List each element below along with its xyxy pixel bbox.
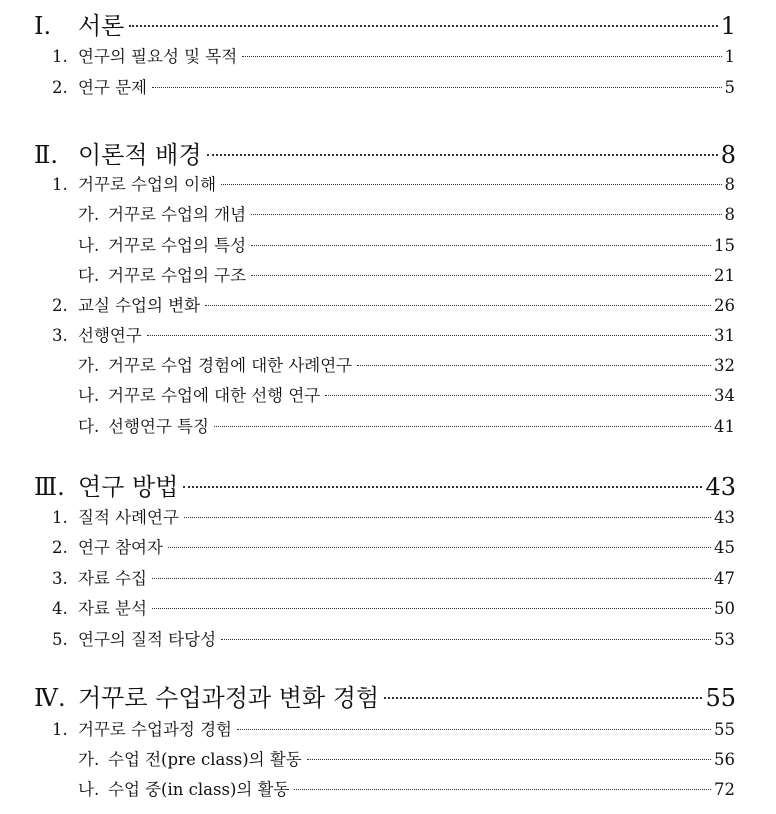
toc-chapter-3 <box>34 467 736 499</box>
dot-leader <box>325 395 711 396</box>
toc-number: 1. <box>52 47 68 66</box>
toc-chapter-2 <box>34 135 736 167</box>
toc-number: 다. <box>78 266 100 285</box>
toc-page-number: 8 <box>724 175 735 194</box>
toc-page-number: 8 <box>724 205 735 224</box>
toc-title: 거꾸로 수업과정 경험 <box>78 720 232 739</box>
dot-leader <box>237 729 711 730</box>
dot-leader <box>251 275 711 276</box>
dot-leader <box>294 789 711 790</box>
dot-leader <box>357 365 711 366</box>
toc-number: Ⅰ. <box>34 12 52 40</box>
dot-leader <box>147 335 711 336</box>
toc-page-number: 1 <box>724 47 735 66</box>
toc-page-number: 32 <box>714 356 735 375</box>
toc-number: 1. <box>52 720 68 739</box>
toc-number: 1. <box>52 508 68 527</box>
dot-leader <box>251 214 721 215</box>
dot-leader <box>152 608 711 609</box>
toc-title: 거꾸로 수업의 구조 <box>108 266 247 285</box>
toc-number: 2. <box>52 78 68 97</box>
toc-number: 5. <box>52 630 68 649</box>
toc-subsection <box>78 776 735 800</box>
toc-page-number: 53 <box>714 630 735 649</box>
dot-leader <box>205 305 711 306</box>
toc-title: 자료 수집 <box>78 569 148 588</box>
dot-leader <box>129 25 717 27</box>
toc-title: 수업 전(pre class)의 활동 <box>108 750 302 769</box>
toc-title: 질적 사례연구 <box>78 508 179 527</box>
dot-leader <box>183 486 702 488</box>
toc-title: 거꾸로 수업 경험에 대한 사례연구 <box>108 356 353 375</box>
toc-number: 나. <box>78 236 100 255</box>
toc-title: 선행연구 특징 <box>108 417 209 436</box>
toc-subsection <box>78 201 735 225</box>
toc-number: 다. <box>78 417 100 436</box>
dot-leader <box>207 154 718 156</box>
toc-section <box>52 292 735 316</box>
toc-section <box>52 565 735 589</box>
toc-page-number: 31 <box>714 326 735 345</box>
toc-page-number: 72 <box>714 780 735 799</box>
dot-leader <box>251 245 711 246</box>
toc-section <box>52 74 735 98</box>
toc-section <box>52 43 735 67</box>
toc-page-number: 21 <box>714 266 735 285</box>
toc-title: 수업 중(in class)의 활동 <box>108 780 290 799</box>
dot-leader <box>221 184 721 185</box>
toc-title: 서론 <box>78 12 125 40</box>
toc-section <box>52 716 735 740</box>
dot-leader <box>384 697 702 699</box>
toc-title: 연구의 질적 타당성 <box>78 630 217 649</box>
toc-page-number: 56 <box>714 750 735 769</box>
toc-page-number: 1 <box>720 12 736 40</box>
toc-number: Ⅱ. <box>34 141 58 169</box>
toc-number: Ⅳ. <box>34 684 66 712</box>
toc-section <box>52 626 735 650</box>
toc-number: 4. <box>52 599 68 618</box>
toc-section <box>52 504 735 528</box>
toc-number: 1. <box>52 175 68 194</box>
toc-title: 연구 참여자 <box>78 538 163 557</box>
toc-number: 가. <box>78 750 100 769</box>
toc-title: 선행연구 <box>78 326 142 345</box>
toc-title: 거꾸로 수업에 대한 선행 연구 <box>108 386 321 405</box>
toc-section <box>52 322 735 346</box>
toc-title: 거꾸로 수업의 특성 <box>108 236 247 255</box>
toc-title: 연구의 필요성 및 목적 <box>78 47 238 66</box>
toc-chapter-4 <box>34 678 736 710</box>
toc-number: 3. <box>52 326 68 345</box>
toc-title: 거꾸로 수업의 개념 <box>108 205 247 224</box>
toc-page-number: 34 <box>714 386 735 405</box>
toc-section <box>52 595 735 619</box>
toc-page-number: 50 <box>714 599 735 618</box>
toc-subsection <box>78 413 735 437</box>
toc-number: 3. <box>52 569 68 588</box>
toc-number: 가. <box>78 356 100 375</box>
toc-title: 자료 분석 <box>78 599 148 618</box>
toc-section <box>52 534 735 558</box>
toc-section <box>52 171 735 195</box>
toc-title: 이론적 배경 <box>78 141 202 169</box>
toc-page-number: 43 <box>705 473 736 501</box>
toc-subsection <box>78 382 735 406</box>
toc-subsection <box>78 262 735 286</box>
toc-page-number: 41 <box>714 417 735 436</box>
toc-title: 연구 문제 <box>78 78 148 97</box>
toc-page-number: 55 <box>705 684 736 712</box>
dot-leader <box>152 578 711 579</box>
toc-number: 나. <box>78 780 100 799</box>
toc-page-number: 55 <box>714 720 735 739</box>
toc-subsection <box>78 746 735 770</box>
toc-page-number: 47 <box>714 569 735 588</box>
toc-number: Ⅲ. <box>34 473 65 501</box>
toc-title: 연구 방법 <box>78 473 179 501</box>
toc-title: 거꾸로 수업과정과 변화 경험 <box>78 684 380 712</box>
toc-subsection <box>78 352 735 376</box>
toc-page-number: 45 <box>714 538 735 557</box>
toc-title: 거꾸로 수업의 이해 <box>78 175 217 194</box>
dot-leader <box>152 87 721 88</box>
toc-number: 나. <box>78 386 100 405</box>
dot-leader <box>242 56 721 57</box>
toc-chapter-1 <box>34 6 736 38</box>
toc-page-number: 8 <box>720 141 736 169</box>
toc-subsection <box>78 232 735 256</box>
toc-number: 가. <box>78 205 100 224</box>
toc-page-number: 43 <box>714 508 735 527</box>
toc-title: 교실 수업의 변화 <box>78 296 201 315</box>
dot-leader <box>221 639 711 640</box>
dot-leader <box>184 517 711 518</box>
dot-leader <box>214 426 711 427</box>
toc-number: 2. <box>52 538 68 557</box>
toc-page-number: 26 <box>714 296 735 315</box>
toc-page-number: 15 <box>714 236 735 255</box>
dot-leader <box>307 759 711 760</box>
dot-leader <box>168 547 711 548</box>
toc-number: 2. <box>52 296 68 315</box>
toc-page-number: 5 <box>724 78 735 97</box>
